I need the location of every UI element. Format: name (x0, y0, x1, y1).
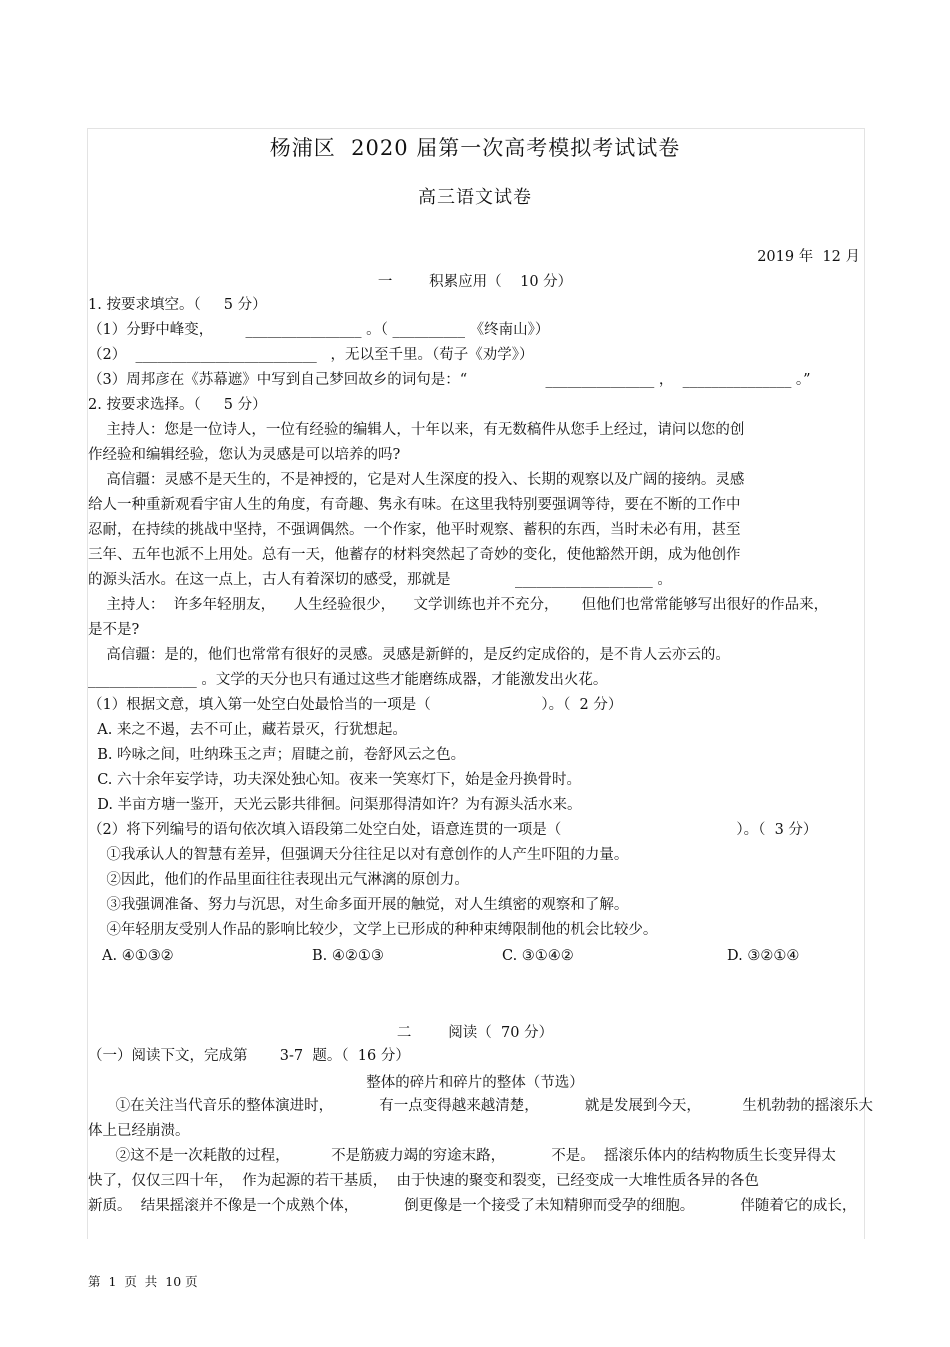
option-d: D. 半亩方塘一鉴开，天光云影共徘徊。问渠那得清如许？为有源头活水来。 (88, 797, 582, 813)
option-a: A. 来之不遏，去不可止，藏若景灭，行犹想起。 (88, 722, 407, 738)
option-b: B. 吟咏之间，吐纳珠玉之声；眉睫之前，卷舒风云之色。 (88, 747, 466, 763)
passage-line: 是不是? (88, 622, 140, 638)
choice-c: C. ③①④② (502, 948, 574, 964)
article-line: 快了，仅仅三四十年， 作为起源的若干基质， 由于快速的聚变和裂变，已经变成一大堆性质各异的各色 (88, 1173, 759, 1189)
q1-prompt: 1. 按要求填空。（ 5 分） (88, 297, 267, 313)
passage-line: 的源头活水。在这一点上，古人有着深切的感受，那就是 ___________________ 。 (88, 572, 672, 588)
sentence-1: ①我承认人的智慧有差异，但强调天分往往足以对有意创作的人产生吓阻的力量。 (88, 847, 629, 863)
passage-line: 高信疆：是的，他们也常常有很好的灵感。灵感是新鲜的，是反约定成俗的，是不肯人云亦云的。 (88, 647, 730, 663)
section1-heading: 一 积累应用（ 10 分） (377, 274, 573, 290)
exam-title: 杨浦区 2020 届第一次高考模拟考试试卷 (269, 136, 681, 160)
q2-prompt: 2. 按要求选择。（ 5 分） (88, 397, 267, 413)
option-c: C. 六十余年妄学诗，功夫深处独心知。夜来一笑寒灯下，始是金丹换骨时。 (88, 772, 582, 788)
passage-line: _______________ 。文学的天分也只有通过这些才能磨练成器，才能激发出火花。 (88, 672, 608, 688)
sentence-2: ②因此，他们的作品里面往往表现出元气淋漓的原创力。 (88, 872, 469, 888)
exam-subtitle: 高三语文试卷 (418, 187, 532, 208)
passage-line: 作经验和编辑经验，您认为灵感是可以培养的吗? (88, 447, 401, 463)
article-line: ①在关注当代音乐的整体演进时， 有一点变得越来越清楚， 就是发展到今天， 生机勃勃的摇滚乐大 (88, 1098, 873, 1114)
article-title: 整体的碎片和碎片的整体（节选） (366, 1075, 584, 1091)
q1-item-2: （2） _________________________ ，无以至千里。（荀子《劝学》） (88, 347, 534, 363)
section2-heading: 二 阅读（ 70 分） (396, 1025, 554, 1041)
page-footer: 第 1 页 共 10 页 (88, 1274, 198, 1289)
passage-line: 高信疆：灵感不是天生的，不是神授的，它是对人生深度的投入、长期的观察以及广阔的接纳。灵感 (88, 472, 745, 488)
choice-d: D. ③②①④ (727, 948, 800, 964)
article-line: 体上已经崩溃。 (88, 1123, 190, 1139)
article-line: 新质。 结果摇滚并不像是一个成熟个体， 倒更像是一个接受了未知精卵而受孕的细胞。 伴随着它的成长， (88, 1198, 857, 1214)
article-line: ②这不是一次耗散的过程， 不是筋疲力竭的穷途末路， 不是。 摇滚乐体内的结构物质生长变异得太 (88, 1148, 836, 1164)
exam-date: 2019 年 12 月 (757, 249, 860, 265)
passage-line: 忍耐，在持续的挑战中坚持，不强调偶然。一个作家，他平时观察、蓄积的东西，当时未必有用，甚至 (88, 522, 741, 538)
choice-a: A. ④①③② (102, 948, 174, 964)
passage-line: 给人一种重新观看宇宙人生的角度，有奇趣、隽永有味。在这里我特别要强调等待，要在不断的工作中 (88, 497, 741, 513)
q2-sub2-prompt: （2）将下列编号的语句依次填入语段第二处空白处，语意连贯的一项是（ ）。（ 3 分） (88, 822, 818, 838)
q1-item-1: （1）分野中峰变， ________________ 。（ __________ 《终南山》） (88, 322, 550, 338)
reading1-prompt: （一）阅读下文，完成第 3-7 题。（ 16 分） (88, 1048, 410, 1064)
passage-line: 主持人：您是一位诗人，一位有经验的编辑人，十年以来，有无数稿件从您手上经过，请问以您的创 (88, 422, 745, 438)
choice-b: B. ④②①③ (312, 948, 384, 964)
passage-line: 主持人： 许多年轻朋友， 人生经验很少， 文学训练也并不充分， 但他们也常常能够写出很好的作品来， (88, 597, 829, 613)
sentence-3: ③我强调准备、努力与沉思，对生命多面开展的触觉，对人生缜密的观察和了解。 (88, 897, 629, 913)
q1-item-3: （3）周邦彦在《苏幕遮》中写到自己梦回故乡的词句是：“ _______________ ， _______________ 。” (88, 372, 811, 388)
sentence-4: ④年轻朋友受别人作品的影响比较少，文学上已形成的种种束缚限制他的机会比较少。 (88, 922, 658, 938)
q2-sub1-prompt: （1）根据文意，填入第一处空白处最恰当的一项是（ ）。（ 2 分） (88, 697, 623, 713)
passage-line: 三年、五年也派不上用处。总有一天，他蓄存的材料突然起了奇妙的变化，使他豁然开朗，成为他创作 (88, 547, 741, 563)
